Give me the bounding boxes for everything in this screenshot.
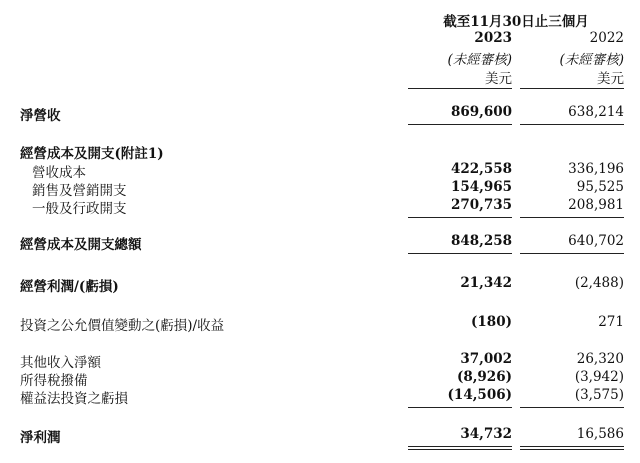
rule-2023: [408, 124, 512, 125]
value-2023: 34,732: [460, 426, 512, 442]
value-2022: 336,196: [568, 161, 624, 177]
value-2022: 95,525: [576, 179, 624, 195]
value-2023: 154,965: [450, 179, 512, 195]
value-2022: 26,320: [576, 351, 624, 367]
row-other-income: [0, 351, 640, 371]
value-2023: (14,506): [447, 387, 512, 403]
rule-2023: [408, 253, 512, 254]
period-header: 截至11月30日止三個月: [443, 14, 589, 30]
row-label: 營收成本: [32, 165, 86, 181]
value-2023: 869,600: [450, 104, 512, 120]
value-2022: (2,488): [574, 275, 624, 291]
row-label: 淨營收: [20, 108, 61, 124]
row-label: 投資之公允價值變動之(虧損)/收益: [20, 318, 225, 334]
rule-2023: [408, 407, 512, 408]
value-2022: (3,575): [574, 387, 624, 403]
row-label: 經營成本及開支總額: [20, 237, 142, 253]
value-2023: 21,342: [460, 275, 512, 291]
value-2023: 422,558: [450, 161, 512, 177]
rule-2022: [520, 124, 624, 125]
rule-2022: [520, 407, 624, 408]
row-total-opex: [0, 233, 640, 253]
header-rule-2023: [408, 88, 512, 89]
unaudited-2022-note: (未經審核): [559, 52, 624, 68]
row-general-admin: [0, 197, 640, 217]
header-rule-2022: [520, 88, 624, 89]
double-rule-2023-bottom: [408, 449, 512, 450]
double-rule-2022-bottom: [520, 449, 624, 450]
row-label: 一般及行政開支: [32, 201, 127, 217]
row-cost-of-revenue: [0, 161, 640, 181]
value-2023: (180): [471, 314, 512, 330]
row-income-tax: [0, 369, 640, 389]
year-2022-header: 2022: [589, 30, 624, 46]
rule-2022: [520, 217, 624, 218]
double-rule-2023-top: [408, 446, 512, 447]
unit-2022: 美元: [597, 71, 624, 87]
unit-2023: 美元: [485, 71, 512, 87]
year-2023-header: 2023: [474, 30, 512, 46]
row-label: 經營利潤/(虧損): [20, 279, 119, 295]
value-2023: (8,926): [456, 369, 512, 385]
double-rule-2022-top: [520, 446, 624, 447]
value-2023: 848,258: [450, 233, 512, 249]
rule-2022: [520, 253, 624, 254]
row-label: 淨利潤: [20, 430, 61, 446]
value-2022: 638,214: [568, 104, 624, 120]
row-label: 銷售及營銷開支: [32, 183, 127, 199]
row-label: 權益法投資之虧損: [20, 391, 128, 407]
row-operating-profit: [0, 275, 640, 295]
value-2022: 640,702: [568, 233, 624, 249]
row-net-profit: [0, 426, 640, 446]
value-2022: 208,981: [568, 197, 624, 213]
row-opex-heading: [0, 142, 640, 162]
value-2022: (3,942): [574, 369, 624, 385]
section-heading: 經營成本及開支(附註1): [20, 146, 164, 162]
value-2023: 270,735: [450, 197, 512, 213]
value-2023: 37,002: [460, 351, 512, 367]
row-selling-marketing: [0, 179, 640, 199]
rule-2023: [408, 217, 512, 218]
unaudited-2023-note: (未經審核): [447, 52, 512, 68]
row-label: 其他收入淨額: [20, 355, 101, 371]
row-equity-method: [0, 387, 640, 407]
row-label: 所得稅撥備: [20, 373, 88, 389]
value-2022: 16,586: [576, 426, 624, 442]
row-fair-value-change: [0, 314, 640, 334]
value-2022: 271: [598, 314, 624, 330]
row-net-revenue: [0, 104, 640, 124]
